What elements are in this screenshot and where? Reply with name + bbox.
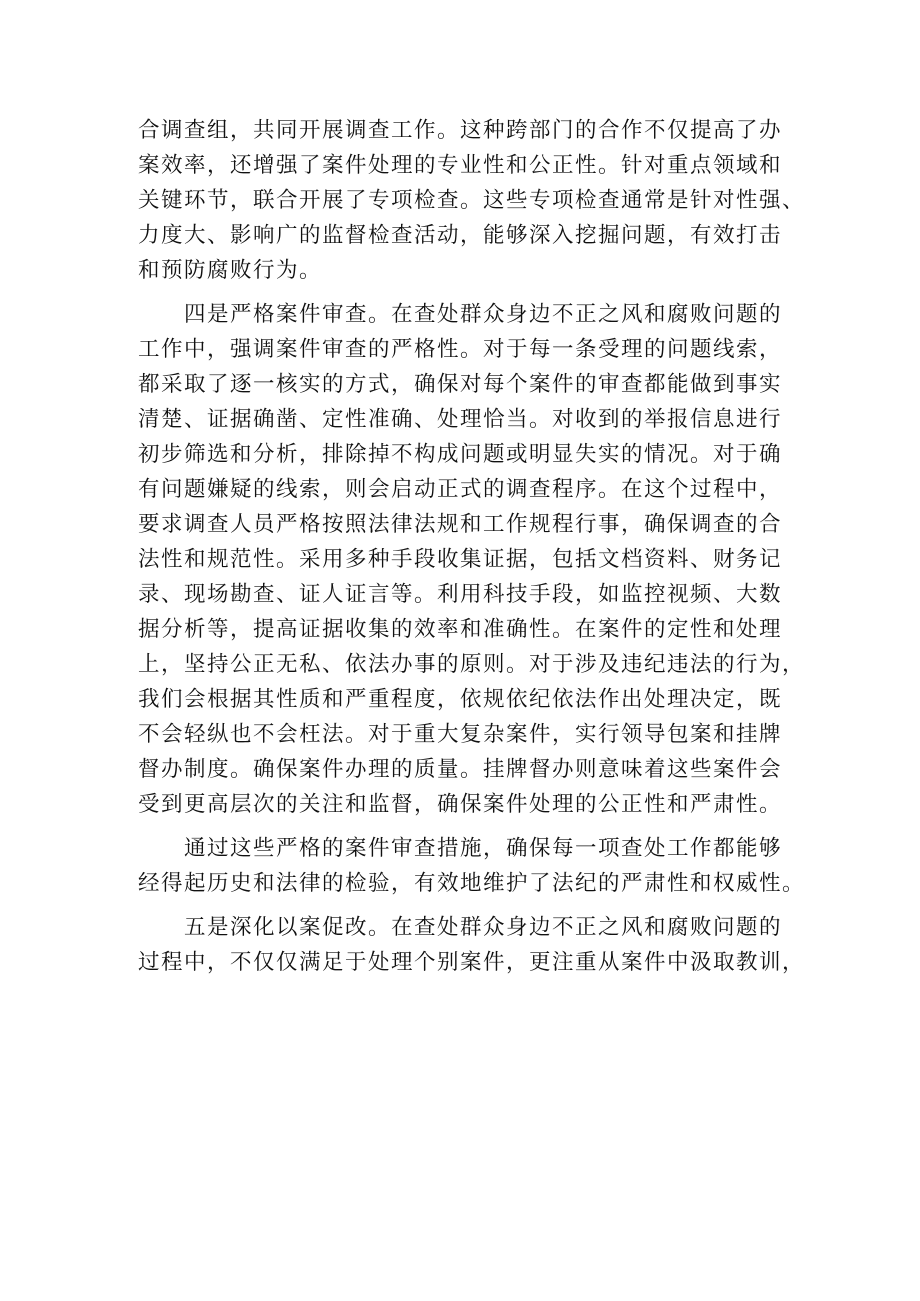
text-line: 据分析等，提高证据收集的效率和准确性。在案件的定性和处理 — [138, 617, 783, 642]
text-line: 过程中，不仅仅满足于处理个别案件，更注重从案件中汲取教训， — [138, 950, 806, 975]
text-line: 工作中，强调案件审查的严格性。对于每一条受理的问题线索， — [138, 337, 783, 362]
text-line: 都采取了逐一核实的方式，确保对每个案件的审查都能做到事实 — [138, 372, 783, 397]
text-line: 受到更高层次的关注和监督，确保案件处理的公正性和严肃性。 — [138, 792, 783, 817]
text-line: 录、现场勘查、证人证言等。利用科技手段，如监控视频、大数 — [138, 582, 783, 607]
paragraph-gap — [138, 288, 798, 297]
text-line: 力度大、影响广的监督检查活动，能够深入挖掘问题，有效打击 — [138, 223, 783, 248]
text-line: 通过这些严格的案件审查措施，确保每一项查处工作都能够 — [138, 836, 783, 861]
paragraph-gap — [138, 901, 798, 910]
text-line: 关键环节，联合开展了专项检查。这些专项检查通常是针对性强、 — [138, 188, 806, 213]
text-line: 督办制度。确保案件办理的质量。挂牌督办则意味着这些案件会 — [138, 757, 783, 782]
text-line: 经得起历史和法律的检验，有效地维护了法纪的严肃性和权威性。 — [138, 871, 806, 896]
text-line: 合调查组，共同开展调查工作。这种跨部门的合作不仅提高了办 — [138, 118, 783, 143]
text-line: 初步筛选和分析，排除掉不构成问题或明显失实的情况。对于确 — [138, 442, 783, 467]
text-line: 有问题嫌疑的线索，则会启动正式的调查程序。在这个过程中， — [138, 477, 783, 502]
text-line: 不会轻纵也不会枉法。对于重大复杂案件，实行领导包案和挂牌 — [138, 722, 783, 747]
text-line: 要求调查人员严格按照法律法规和工作规程行事，确保调查的合 — [138, 512, 783, 537]
text-line: 案效率，还增强了案件处理的专业性和公正性。针对重点领域和 — [138, 153, 783, 178]
text-line: 五是深化以案促改。在查处群众身边不正之风和腐败问题的 — [138, 915, 783, 940]
text-line: 上，坚持公正无私、依法办事的原则。对于涉及违纪违法的行为， — [138, 652, 806, 677]
text-line: 四是严格案件审查。在查处群众身边不正之风和腐败问题的 — [138, 302, 783, 327]
text-line: 清楚、证据确凿、定性准确、处理恰当。对收到的举报信息进行 — [138, 407, 783, 432]
text-line: 我们会根据其性质和严重程度，依规依纪依法作出处理决定，既 — [138, 687, 783, 712]
text-line: 法性和规范性。采用多种手段收集证据，包括文档资料、财务记 — [138, 547, 783, 572]
paragraph-gap — [138, 822, 798, 831]
body-text — [138, 113, 806, 980]
text-line: 和预防腐败行为。 — [138, 258, 323, 283]
